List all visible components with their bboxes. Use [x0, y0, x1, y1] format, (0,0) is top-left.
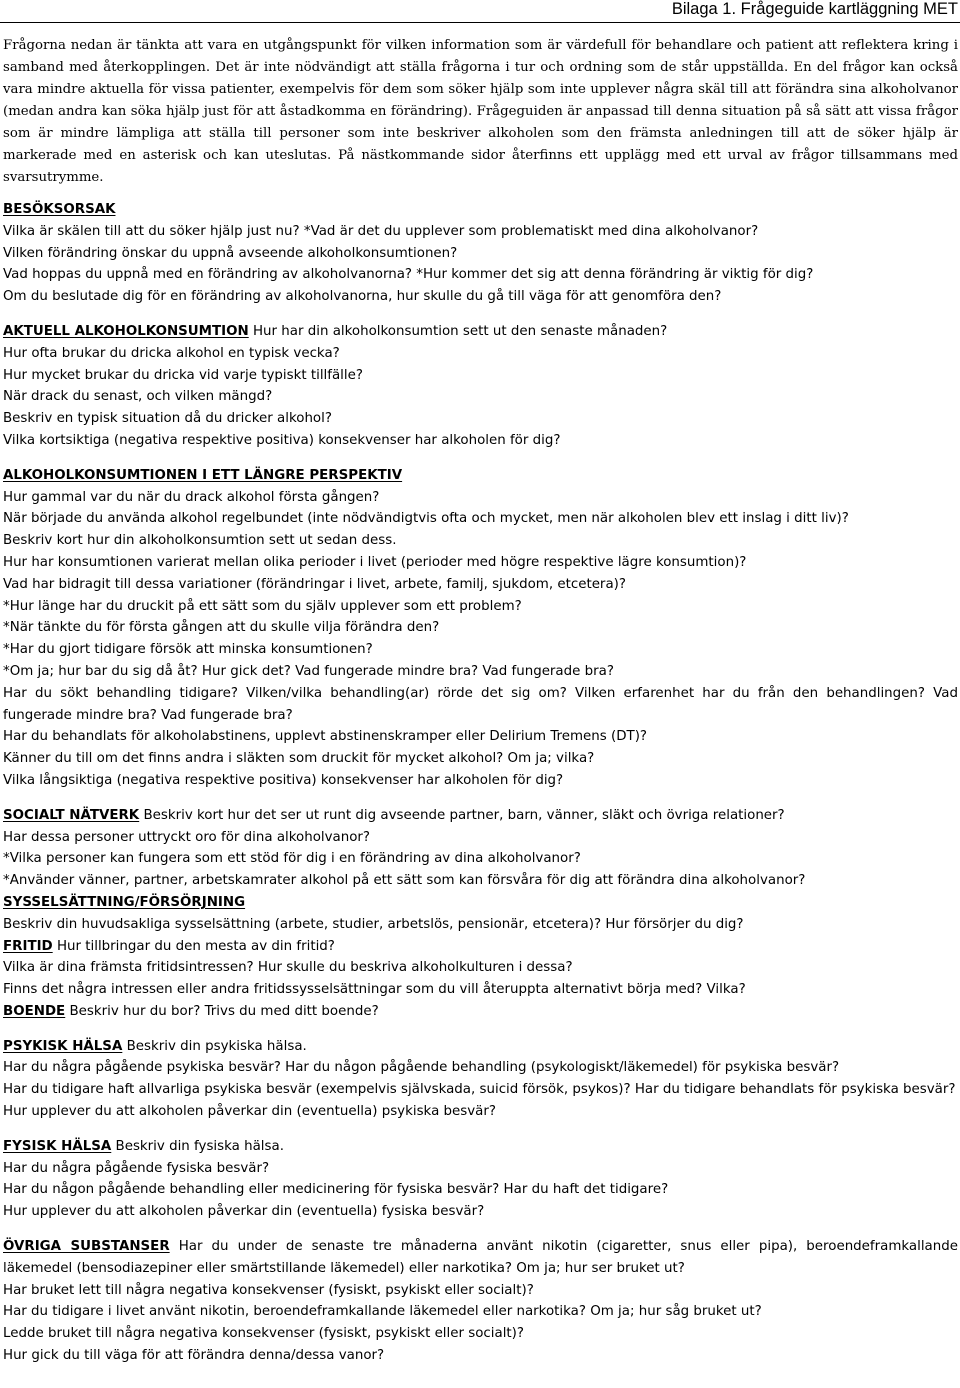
section-first-line	[3, 936, 958, 958]
section-heading: ALKOHOLKONSUMTIONEN I ETT LÄNGRE PERSPEKTIV	[3, 467, 403, 483]
section-heading: SOCIALT NÄTVERK	[3, 807, 140, 823]
question-text: Beskriv din psykiska hälsa.	[122, 1038, 307, 1054]
section-heading: FRITID	[3, 938, 53, 954]
section-first-line	[3, 1001, 958, 1023]
section-sysselsattning	[3, 892, 958, 936]
section-ovriga-substanser	[3, 1236, 958, 1367]
section-first-line	[3, 1136, 958, 1158]
section-first-line	[3, 1036, 958, 1058]
question-line: Har bruket lett till några negativa konsekvenser (fysiskt, psykiskt eller socialt)?	[3, 1282, 534, 1298]
question-line: Hur har konsumtionen varierat mellan olika perioder i livet (perioder med högre respektive lägre konsumtion)?	[3, 554, 747, 570]
question-line: Har du behandlats för alkoholabstinens, upplevt abstinenskramper eller Delirium Tremens (DT)?	[3, 729, 648, 745]
question-line: Har du tidigare i livet använt nikotin, beroendeframkallande läkemedel eller narkotika? Om ja; hur såg bruket ut?	[3, 1304, 762, 1320]
question-line: Om du beslutade dig för en förändring av alkoholvanorna, hur skulle du gå till väga för att genomföra den?	[3, 289, 722, 305]
page-header-title: Bilaga 1. Frågeguide kartläggning MET	[671, 0, 958, 18]
question-line: Hur mycket brukar du dricka vid varje typiskt tillfälle?	[3, 367, 363, 383]
question-line: Ledde bruket till några negativa konsekvenser (fysiskt, psykiskt eller socialt)?	[3, 1326, 525, 1342]
section-fysisk-halsa	[3, 1136, 958, 1223]
question-text: Har du under de senaste tre månaderna använt nikotin (cigaretter, snus eller pipa), beroendeframkallande läkemedel (bensodiazepiner eller smärtstillande läkemedel) eller narkotika? Om ja; hur ser bruket ut?	[3, 1239, 958, 1276]
question-line: Vilka är skälen till att du söker hjälp just nu? *Vad är det du upplever som problematiskt med dina alkoholvanor?	[3, 223, 759, 239]
question-line: Beskriv kort hur din alkoholkonsumtion sett ut sedan dess.	[3, 533, 397, 549]
section-aktuell-alkoholkonsumtion	[3, 321, 958, 452]
question-line: *Hur länge har du druckit på ett sätt som du själv upplever som ett problem?	[3, 598, 522, 614]
section-socialt-natverk	[3, 805, 958, 892]
section-heading: BESÖKSORSAK	[3, 202, 116, 217]
question-text: Beskriv din fysiska hälsa.	[111, 1138, 284, 1154]
question-line: Vad har bidragit till dessa variationer (förändringar i livet, arbete, familj, sjukdom, etcetera)?	[3, 576, 626, 592]
question-line: Känner du till om det finns andra i släkten som druckit för mycket alkohol? Om ja; vilka?	[3, 751, 595, 767]
section-heading: BOENDE	[3, 1003, 66, 1019]
question-line: *När tänkte du för första gången att du skulle vilja förändra den?	[3, 620, 440, 636]
section-heading: ÖVRIGA SUBSTANSER	[3, 1239, 170, 1255]
question-line: Hur upplever du att alkoholen påverkar din (eventuella) fysiska besvär?	[3, 1204, 485, 1220]
question-line: Har du några pågående fysiska besvär?	[3, 1160, 270, 1176]
question-line: *Om ja; hur bar du sig då åt? Hur gick det? Vad fungerade mindre bra? Vad fungerade bra?	[3, 663, 614, 679]
question-line: Hur gick du till väga för att förändra denna/dessa vanor?	[3, 1348, 385, 1364]
question-text: Hur tillbringar du den mesta av din fritid?	[52, 938, 335, 954]
question-line: Har du någon pågående behandling eller medicinering för fysiska besvär? Har du haft det tidigare?	[3, 1182, 669, 1198]
question-line: Beskriv din huvudsakliga sysselsättning (arbete, studier, arbetslös, pensionär, etcetera)? Hur försörjer du dig?	[3, 916, 744, 932]
section-first-line	[3, 1236, 958, 1280]
question-line: *Vilka personer kan fungera som ett stöd för dig i en förändring av dina alkoholvanor?	[3, 851, 581, 867]
section-heading: SYSSELSÄTTNING/FÖRSÖRJNING	[3, 894, 246, 910]
question-line: Finns det några intressen eller andra fritidssysselsättningar som du vill återuppta alternativt börja med? Vilka?	[3, 982, 746, 998]
question-line: Har du tidigare haft allvarliga psykiska besvär (exempelvis självskada, suicid försök, psykos)? Har du tidigare behandlats för psykiska besvär?	[3, 1082, 956, 1098]
section-heading: FYSISK HÄLSA	[3, 1138, 112, 1154]
question-line: När började du använda alkohol regelbundet (inte nödvändigtvis ofta och mycket, men när alkoholen blev ett inslag i ditt liv)?	[3, 511, 849, 527]
question-line: Hur upplever du att alkoholen påverkar din (eventuella) psykiska besvär?	[3, 1104, 497, 1120]
question-line: Vilken förändring önskar du uppnå avseende alkoholkonsumtionen?	[3, 245, 458, 261]
question-text: Beskriv kort hur det ser ut runt dig avseende partner, barn, vänner, släkt och övriga relationer?	[139, 807, 785, 823]
question-line: Hur ofta brukar du dricka alkohol en typisk vecka?	[3, 345, 340, 361]
section-heading: PSYKISK HÄLSA	[3, 1038, 123, 1054]
section-boende	[3, 1001, 958, 1023]
question-line: Hur gammal var du när du drack alkohol första gången?	[3, 489, 380, 505]
question-line: *Använder vänner, partner, arbetskamrater alkohol på ett sätt som kan försvåra för dig att förändra dina alkoholvanor?	[3, 873, 806, 889]
section-psykisk-halsa	[3, 1036, 958, 1123]
question-line: När drack du senast, och vilken mängd?	[3, 389, 273, 405]
question-line: Har dessa personer uttryckt oro för dina alkoholvanor?	[3, 829, 371, 845]
section-besoksorsak	[3, 199, 958, 308]
question-line: Vilka kortsiktiga (negativa respektive positiva) konsekvenser har alkoholen för dig?	[3, 432, 561, 448]
question-line: Beskriv en typisk situation då du dricker alkohol?	[3, 411, 332, 427]
question-line: Vilka långsiktiga (negativa respektive positiva) konsekvenser har alkoholen för dig?	[3, 772, 564, 788]
section-first-line	[3, 321, 958, 343]
question-line: Har du några pågående psykiska besvär? Har du någon pågående behandling (psykologiskt/läkemedel) för psykiska besvär?	[3, 1060, 840, 1076]
question-line: Vad hoppas du uppnå med en förändring av alkoholvanorna? *Hur kommer det sig att denna förändring är viktig för dig?	[3, 267, 814, 283]
section-langre-perspektiv	[3, 465, 958, 792]
question-text: Beskriv hur du bor? Trivs du med ditt boende?	[65, 1003, 379, 1019]
question-line: *Har du gjort tidigare försök att minska konsumtionen?	[3, 642, 373, 658]
question-text: Hur har din alkoholkonsumtion sett ut den senaste månaden?	[248, 323, 668, 339]
question-guide	[3, 199, 958, 1367]
intro-paragraph: Frågorna nedan är tänkta att vara en utgångspunkt för vilken information som är värdefull för behandlare och patient att reflektera kring i samband med återkopplingen. Det är inte nödvändigt att ställa frågorna i tur och ordning som de står uppställda. En del frågor kan också vara mindre aktuella för vissa patienter, exempelvis för dem som söker hjälp som inte upplever några skäl till att förändra sina alkoholvanor (medan andra kan söka hjälp just för att åstadkomma en förändring). Frågeguiden är anpassad till denna situation på så sätt att vissa frågor som är mindre lämpliga att ställa till personer som inte beskriver alkoholen som den främsta anledningen till att de söker hjälp är markerade med en asterisk och kan uteslutas. På nästkommande sidor återfinns ett upplägg med ett urval av frågor tillsammans med svarsutrymme.	[3, 38, 958, 185]
question-line: Vilka är dina främsta fritidsintressen? Hur skulle du beskriva alkoholkulturen i dessa?	[3, 960, 573, 976]
question-line: Har du sökt behandling tidigare? Vilken/vilka behandling(ar) rörde det sig om? Vilken erfarenhet har du från den behandlingen? Vad fungerade mindre bra? Vad fungerade bra?	[3, 685, 958, 723]
section-first-line	[3, 805, 958, 827]
header-divider	[0, 22, 960, 23]
section-fritid	[3, 936, 958, 1001]
section-heading: AKTUELL ALKOHOLKONSUMTION	[3, 323, 249, 339]
